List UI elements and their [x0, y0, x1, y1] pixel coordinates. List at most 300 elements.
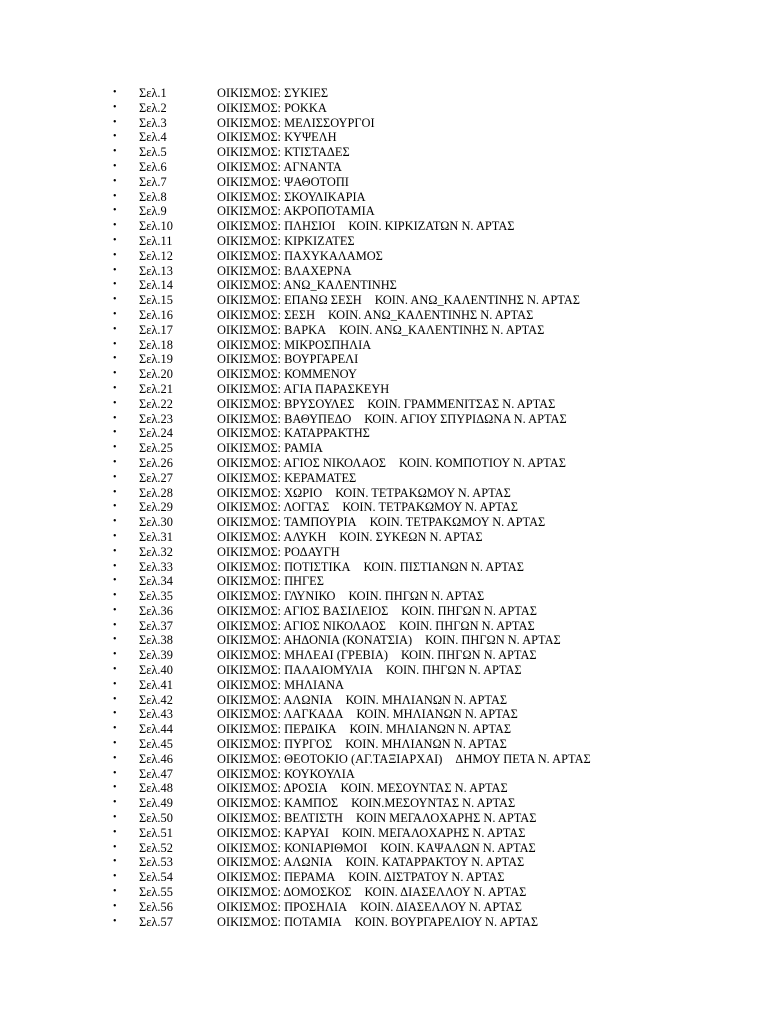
settlement-name: ΟΙΚΙΣΜΟΣ: ΣΚΟΥΛΙΚΑΡΙΑ: [217, 189, 366, 204]
list-item: [113, 412, 753, 427]
bullet-icon: •: [113, 308, 117, 320]
page-reference: Σελ.54: [139, 870, 173, 885]
list-item: [113, 160, 753, 175]
settlement-name: ΟΙΚΙΣΜΟΣ: ΑΛΩΝΙΑ: [217, 855, 333, 870]
list-item: [113, 515, 753, 530]
page-reference: Σελ.40: [139, 663, 173, 678]
bullet-icon: •: [113, 412, 117, 424]
page-reference: Σελ.46: [139, 751, 173, 766]
bullet-icon: •: [113, 486, 117, 498]
settlement-name: ΟΙΚΙΣΜΟΣ: ΚΑΤΑΡΡΑΚΤΗΣ: [217, 426, 370, 441]
list-item: [113, 663, 753, 678]
settlement-line: [217, 160, 342, 175]
list-item: [113, 441, 753, 456]
bullet-icon: •: [113, 693, 117, 705]
community-name: ΚΟΙΝ. ΚΙΡΚΙΖΑΤΩΝ Ν. ΑΡΤΑΣ: [348, 219, 515, 234]
list-item: [113, 900, 753, 915]
page-reference: Σελ.43: [139, 707, 173, 722]
settlement-line: [217, 841, 536, 856]
bullet-icon: •: [113, 249, 117, 261]
community-name: ΚΟΙΝ. ΔΙΣΤΡΑΤΟΥ Ν. ΑΡΤΑΣ: [348, 870, 505, 885]
settlement-line: [217, 86, 328, 101]
bullet-icon: •: [113, 294, 117, 306]
list-item: [113, 678, 753, 693]
settlement-name: ΟΙΚΙΣΜΟΣ: ΑΓΙΟΣ ΝΙΚΟΛΑΟΣ: [217, 455, 386, 470]
page-reference: Σελ.36: [139, 603, 173, 618]
settlement-line: [217, 219, 515, 234]
community-name: ΚΟΙΝ. ΜΗΛΙΑΝΩΝ Ν. ΑΡΤΑΣ: [345, 692, 508, 707]
list-item: [113, 707, 753, 722]
page-reference: Σελ.2: [139, 100, 167, 115]
settlement-name: ΟΙΚΙΣΜΟΣ: ΔΡΟΣΙΑ: [217, 781, 328, 796]
community-name: ΚΟΙΝ. ΤΕΤΡΑΚΩΜΟΥ Ν. ΑΡΤΑΣ: [342, 500, 519, 515]
settlement-name: ΟΙΚΙΣΜΟΣ: ΠΥΡΓΟΣ: [217, 737, 333, 752]
settlement-name: ΟΙΚΙΣΜΟΣ: ΑΓΙΟΣ ΒΑΣΙΛΕΙΟΣ: [217, 603, 389, 618]
settlement-line: [217, 560, 524, 575]
settlement-name: ΟΙΚΙΣΜΟΣ: ΚΟΜΜΕΝΟΥ: [217, 367, 357, 382]
page-reference: Σελ.19: [139, 352, 173, 367]
settlement-name: ΟΙΚΙΣΜΟΣ: ΧΩΡΙΟ: [217, 485, 323, 500]
list-item: [113, 811, 753, 826]
settlement-line: [217, 382, 389, 397]
page-reference: Σελ.55: [139, 885, 173, 900]
page-reference: Σελ.9: [139, 204, 167, 219]
bullet-icon: •: [113, 649, 117, 661]
page-reference: Σελ.18: [139, 337, 173, 352]
bullet-icon: •: [113, 560, 117, 572]
page-reference: Σελ.14: [139, 278, 173, 293]
settlement-line: [217, 604, 537, 619]
list-item: [113, 486, 753, 501]
page-reference: Σελ.48: [139, 781, 173, 796]
settlement-line: [217, 678, 344, 693]
settlement-line: [217, 175, 349, 190]
page-reference: Σελ.30: [139, 515, 173, 530]
bullet-icon: •: [113, 264, 117, 276]
bullet-icon: •: [113, 826, 117, 838]
page-reference: Σελ.57: [139, 914, 173, 929]
settlement-line: [217, 826, 525, 841]
page-reference: Σελ.35: [139, 589, 173, 604]
settlement-line: [217, 663, 522, 678]
community-name: ΔΗΜΟΥ ΠΕΤΑ Ν. ΑΡΤΑΣ: [455, 751, 591, 766]
settlement-line: [217, 811, 536, 826]
list-item: [113, 352, 753, 367]
settlement-line: [217, 796, 515, 811]
settlement-name: ΟΙΚΙΣΜΟΣ: ΒΑΡΚΑ: [217, 322, 327, 337]
list-item: [113, 397, 753, 412]
page-reference: Σελ.21: [139, 381, 173, 396]
settlement-name: ΟΙΚΙΣΜΟΣ: ΒΕΛΤΙΣΤΗ: [217, 811, 343, 826]
community-name: ΚΟΙΝ ΜΕΓΑΛΟΧΑΡΗΣ Ν. ΑΡΤΑΣ: [355, 811, 537, 826]
settlement-line: [217, 323, 544, 338]
page-reference: Σελ.51: [139, 825, 173, 840]
bullet-icon: •: [113, 856, 117, 868]
list-item: [113, 870, 753, 885]
page-reference: Σελ.15: [139, 293, 173, 308]
page-reference: Σελ.4: [139, 130, 167, 145]
settlement-line: [217, 338, 371, 353]
settlement-name: ΟΙΚΙΣΜΟΣ: ΡΟΔΑΥΓΗ: [217, 544, 340, 559]
settlement-line: [217, 619, 535, 634]
settlement-name: ΟΙΚΙΣΜΟΣ: ΠΡΟΣΗΛΙΑ: [217, 899, 348, 914]
community-name: ΚΟΙΝ. ΣΥΚΕΩΝ Ν. ΑΡΤΑΣ: [339, 529, 483, 544]
settlement-name: ΟΙΚΙΣΜΟΣ: ΒΛΑΧΕΡΝΑ: [217, 263, 352, 278]
community-name: ΚΟΙΝ. ΑΝΩ_ΚΑΛΕΝΤΙΝΗΣ Ν. ΑΡΤΑΣ: [374, 293, 581, 308]
list-item: [113, 648, 753, 663]
settlement-name: ΟΙΚΙΣΜΟΣ: ΕΠΑΝΩ ΣΕΣΗ: [217, 293, 362, 308]
settlement-line: [217, 101, 327, 116]
settlement-name: ΟΙΚΙΣΜΟΣ: ΑΓΝΑΝΤΑ: [217, 159, 342, 174]
bullet-icon: •: [113, 886, 117, 898]
list-item: [113, 500, 753, 515]
list-item: [113, 293, 753, 308]
list-item: [113, 915, 753, 930]
community-name: ΚΟΙΝ. ΠΗΓΩΝ Ν. ΑΡΤΑΣ: [425, 633, 561, 648]
page-reference: Σελ.31: [139, 529, 173, 544]
bullet-icon: •: [113, 545, 117, 557]
community-name: ΚΟΙΝ. ΒΟΥΡΓΑΡΕΛΙΟΥ Ν. ΑΡΤΑΣ: [354, 914, 539, 929]
settlement-line: [217, 737, 507, 752]
settlement-line: [217, 234, 355, 249]
page-reference: Σελ.39: [139, 648, 173, 663]
page-reference: Σελ.6: [139, 159, 167, 174]
settlement-name: ΟΙΚΙΣΜΟΣ: ΠΗΓΕΣ: [217, 574, 324, 589]
page-reference: Σελ.27: [139, 470, 173, 485]
bullet-icon: •: [113, 338, 117, 350]
settlement-line: [217, 648, 537, 663]
page-reference: Σελ.41: [139, 677, 173, 692]
community-name: ΚΟΙΝ. ΜΗΛΙΑΝΩΝ Ν. ΑΡΤΑΣ: [345, 737, 507, 752]
settlement-name: ΟΙΚΙΣΜΟΣ: ΡΑΜΙΑ: [217, 441, 323, 456]
settlement-line: [217, 767, 355, 782]
page-reference: Σελ.44: [139, 722, 173, 737]
bullet-icon: •: [113, 427, 117, 439]
settlement-name: ΟΙΚΙΣΜΟΣ: ΑΓΙΟΣ ΝΙΚΟΛΑΟΣ: [217, 618, 386, 633]
settlement-name: ΟΙΚΙΣΜΟΣ: ΠΛΗΣΙΟΙ: [217, 219, 336, 234]
settlement-name: ΟΙΚΙΣΜΟΣ: ΣΕΣΗ: [217, 307, 316, 322]
list-item: [113, 796, 753, 811]
settlement-line: [217, 574, 324, 589]
community-name: ΚΟΙΝ. ΤΕΤΡΑΚΩΜΟΥ Ν. ΑΡΤΑΣ: [369, 515, 546, 530]
bullet-icon: •: [113, 205, 117, 217]
list-item: [113, 308, 753, 323]
list-item: [113, 619, 753, 634]
list-item: [113, 101, 753, 116]
settlement-name: ΟΙΚΙΣΜΟΣ: ΚΑΡΥΑΙ: [217, 825, 329, 840]
list-item: [113, 456, 753, 471]
list-item: [113, 693, 753, 708]
settlement-name: ΟΙΚΙΣΜΟΣ: ΚΟΝΙΑΡΙΘΜΟΙ: [217, 840, 368, 855]
settlement-name: ΟΙΚΙΣΜΟΣ: ΣΥΚΙΕΣ: [217, 86, 329, 100]
list-item: [113, 885, 753, 900]
list-item: [113, 338, 753, 353]
page-reference: Σελ.37: [139, 618, 173, 633]
settlement-name: ΟΙΚΙΣΜΟΣ: ΔΟΜΟΣΚΟΣ: [217, 885, 352, 900]
bullet-icon: •: [113, 619, 117, 631]
settlement-line: [217, 249, 383, 264]
settlement-name: ΟΙΚΙΣΜΟΣ: ΡΟΚΚΑ: [217, 100, 327, 115]
page-reference: Σελ.12: [139, 248, 173, 263]
bullet-icon: •: [113, 604, 117, 616]
list-item: [113, 589, 753, 604]
settlement-line: [217, 293, 580, 308]
bullet-icon: •: [113, 767, 117, 779]
list-item: [113, 130, 753, 145]
list-item: [113, 278, 753, 293]
bullet-icon: •: [113, 442, 117, 454]
bullet-icon: •: [113, 708, 117, 720]
settlement-name: ΟΙΚΙΣΜΟΣ: ΠΟΤΙΣΤΙΚΑ: [217, 559, 351, 574]
settlement-name: ΟΙΚΙΣΜΟΣ: ΛΑΓΚΑΔΑ: [217, 707, 344, 722]
page-reference: Σελ.10: [139, 219, 173, 234]
settlement-line: [217, 545, 340, 560]
community-name: ΚΟΙΝ. ΜΗΛΙΑΝΩΝ Ν. ΑΡΤΑΣ: [349, 722, 512, 737]
settlement-name: ΟΙΚΙΣΜΟΣ: ΠΑΧΥΚΑΛΑΜΟΣ: [217, 248, 383, 263]
bullet-icon: •: [113, 812, 117, 824]
settlement-line: [217, 308, 533, 323]
settlement-name: ΟΙΚΙΣΜΟΣ: ΚΕΡΑΜΑΤΕΣ: [217, 470, 357, 485]
settlement-name: ΟΙΚΙΣΜΟΣ: ΨΑΘΟΤΟΠΙ: [217, 174, 349, 189]
page-reference: Σελ.8: [139, 189, 167, 204]
settlement-line: [217, 367, 357, 382]
bullet-icon: •: [113, 323, 117, 335]
list-item: [113, 190, 753, 205]
bullet-icon: •: [113, 900, 117, 912]
list-item: [113, 234, 753, 249]
bullet-icon: •: [113, 175, 117, 187]
bullet-icon: •: [113, 915, 117, 927]
page-reference: Σελ.47: [139, 766, 173, 781]
settlement-line: [217, 130, 337, 145]
bullet-icon: •: [113, 516, 117, 528]
settlement-name: ΟΙΚΙΣΜΟΣ: ΚΥΨΕΛΗ: [217, 130, 337, 145]
settlement-name: ΟΙΚΙΣΜΟΣ: ΠΕΡΔΙΚΑ: [217, 722, 337, 737]
community-name: ΚΟΙΝ. ΠΗΓΩΝ Ν. ΑΡΤΑΣ: [399, 618, 535, 633]
settlement-name: ΟΙΚΙΣΜΟΣ: ΛΟΓΓΑΣ: [217, 500, 330, 515]
list-item: [113, 471, 753, 486]
settlement-name: ΟΙΚΙΣΜΟΣ: ΑΚΡΟΠΟΤΑΜΙΑ: [217, 204, 375, 219]
list-item: [113, 633, 753, 648]
bullet-icon: •: [113, 116, 117, 128]
bullet-icon: •: [113, 382, 117, 394]
settlement-name: ΟΙΚΙΣΜΟΣ: ΓΛΥΝΙΚΟ: [217, 589, 336, 604]
settlement-line: [217, 781, 508, 796]
list-item: [113, 219, 753, 234]
community-name: ΚΟΙΝ. ΠΗΓΩΝ Ν. ΑΡΤΑΣ: [348, 589, 485, 604]
page-reference: Σελ.45: [139, 737, 173, 752]
list-item: [113, 264, 753, 279]
bullet-icon: •: [113, 87, 117, 98]
community-name: ΚΟΙΝ. ΑΝΩ_ΚΑΛΕΝΤΙΝΗΣ Ν. ΑΡΤΑΣ: [328, 307, 534, 322]
list-item: [113, 530, 753, 545]
list-item: [113, 826, 753, 841]
list-item: [113, 86, 753, 101]
community-name: ΚΟΙΝ. ΓΡΑΜΜΕΝΙΤΣΑΣ Ν. ΑΡΤΑΣ: [367, 396, 556, 411]
page-reference: Σελ.13: [139, 263, 173, 278]
settlement-name: ΟΙΚΙΣΜΟΣ: ΚΟΥΚΟΥΛΙΑ: [217, 766, 355, 781]
list-item: [113, 841, 753, 856]
list-item: [113, 116, 753, 131]
list-item: [113, 175, 753, 190]
settlement-index-list: [113, 86, 753, 929]
page-reference: Σελ.50: [139, 811, 173, 826]
settlement-name: ΟΙΚΙΣΜΟΣ: ΜΗΛΙΑΝΑ: [217, 677, 344, 692]
settlement-name: ΟΙΚΙΣΜΟΣ: ΘΕΟΤΟΚΙΟ (ΑΓ.ΤΑΞΙΑΡΧΑΙ): [217, 751, 443, 766]
bullet-icon: •: [113, 279, 117, 291]
page-reference: Σελ.23: [139, 411, 173, 426]
list-item: [113, 382, 753, 397]
page-reference: Σελ.7: [139, 174, 167, 189]
settlement-line: [217, 412, 567, 427]
settlement-name: ΟΙΚΙΣΜΟΣ: ΠΟΤΑΜΙΑ: [217, 914, 342, 929]
settlement-line: [217, 278, 397, 293]
list-item: [113, 574, 753, 589]
page-reference: Σελ.3: [139, 115, 167, 130]
community-name: ΚΟΙΝ. ΔΙΑΣΕΛΛΟΥ Ν. ΑΡΤΑΣ: [360, 899, 522, 914]
settlement-line: [217, 530, 483, 545]
page-reference: Σελ.17: [139, 322, 173, 337]
bullet-icon: •: [113, 738, 117, 750]
settlement-line: [217, 190, 366, 205]
page-reference: Σελ.11: [139, 233, 173, 248]
settlement-line: [217, 752, 591, 767]
list-item: [113, 323, 753, 338]
list-item: [113, 767, 753, 782]
settlement-name: ΟΙΚΙΣΜΟΣ: ΚΤΙΣΤΑΔΕΣ: [217, 145, 350, 160]
community-name: ΚΟΙΝ. ΚΑΨΑΛΩΝ Ν. ΑΡΤΑΣ: [380, 840, 536, 855]
community-name: ΚΟΙΝ. ΚΟΜΠΟΤΙΟΥ Ν. ΑΡΤΑΣ: [399, 455, 566, 470]
community-name: ΚΟΙΝ. ΜΕΓΑΛΟΧΑΡΗΣ Ν. ΑΡΤΑΣ: [341, 825, 526, 840]
page-reference: Σελ.1: [139, 86, 167, 100]
bullet-icon: •: [113, 871, 117, 883]
bullet-icon: •: [113, 160, 117, 172]
settlement-line: [217, 116, 375, 131]
list-item: [113, 145, 753, 160]
list-item: [113, 855, 753, 870]
bullet-icon: •: [113, 131, 117, 143]
community-name: ΚΟΙΝ. ΜΗΛΙΑΝΩΝ Ν. ΑΡΤΑΣ: [356, 707, 518, 722]
bullet-icon: •: [113, 752, 117, 764]
bullet-icon: •: [113, 368, 117, 380]
page-reference: Σελ.34: [139, 574, 173, 589]
bullet-icon: •: [113, 841, 117, 853]
page-reference: Σελ.56: [139, 899, 173, 914]
page-reference: Σελ.26: [139, 455, 173, 470]
community-name: ΚΟΙΝ. ΚΑΤΑΡΡΑΚΤΟΥ Ν. ΑΡΤΑΣ: [345, 855, 525, 870]
page-reference: Σελ.20: [139, 367, 173, 382]
settlement-line: [217, 693, 507, 708]
settlement-line: [217, 515, 545, 530]
settlement-name: ΟΙΚΙΣΜΟΣ: ΑΗΔΟΝΙΑ (ΚΟΝΑΤΣΙΑ): [217, 633, 413, 648]
settlement-line: [217, 145, 350, 160]
bullet-icon: •: [113, 678, 117, 690]
bullet-icon: •: [113, 501, 117, 513]
list-item: [113, 560, 753, 575]
settlement-name: ΟΙΚΙΣΜΟΣ: ΒΑΘΥΠΕΔΟ: [217, 411, 352, 426]
bullet-icon: •: [113, 220, 117, 232]
settlement-line: [217, 589, 484, 604]
bullet-icon: •: [113, 634, 117, 646]
page-reference: Σελ.22: [139, 396, 173, 411]
page-reference: Σελ.33: [139, 559, 173, 574]
community-name: ΚΟΙΝ. ΠΙΣΤΙΑΝΩΝ Ν. ΑΡΤΑΣ: [363, 559, 524, 574]
community-name: ΚΟΙΝ. ΠΗΓΩΝ Ν. ΑΡΤΑΣ: [401, 603, 537, 618]
bullet-icon: •: [113, 101, 117, 113]
page-reference: Σελ.28: [139, 485, 173, 500]
bullet-icon: •: [113, 397, 117, 409]
settlement-name: ΟΙΚΙΣΜΟΣ: ΜΕΛΙΣΣΟΥΡΓΟΙ: [217, 115, 375, 130]
settlement-name: ΟΙΚΙΣΜΟΣ: ΑΓΙΑ ΠΑΡΑΣΚΕΥΗ: [217, 381, 390, 396]
bullet-icon: •: [113, 353, 117, 365]
settlement-line: [217, 204, 375, 219]
settlement-name: ΟΙΚΙΣΜΟΣ: ΤΑΜΠΟΥΡΙΑ: [217, 515, 357, 530]
list-item: [113, 545, 753, 560]
settlement-line: [217, 722, 511, 737]
settlement-line: [217, 855, 524, 870]
page-reference: Σελ.42: [139, 692, 173, 707]
bullet-icon: •: [113, 146, 117, 158]
bullet-icon: •: [113, 456, 117, 468]
settlement-line: [217, 264, 352, 279]
community-name: ΚΟΙΝ. ΔΙΑΣΕΛΛΟΥ Ν. ΑΡΤΑΣ: [364, 885, 527, 900]
settlement-line: [217, 915, 538, 930]
bullet-icon: •: [113, 471, 117, 483]
page-reference: Σελ.16: [139, 307, 173, 322]
settlement-name: ΟΙΚΙΣΜΟΣ: ΑΛΥΚΗ: [217, 529, 327, 544]
bullet-icon: •: [113, 234, 117, 246]
page-reference: Σελ.24: [139, 426, 173, 441]
list-item: [113, 367, 753, 382]
page-reference: Σελ.53: [139, 855, 173, 870]
list-item: [113, 604, 753, 619]
settlement-name: ΟΙΚΙΣΜΟΣ: ΒΡΥΣΟΥΛΕΣ: [217, 396, 355, 411]
settlement-line: [217, 441, 323, 456]
settlement-line: [217, 486, 511, 501]
page-reference: Σελ.38: [139, 633, 173, 648]
community-name: ΚΟΙΝ. ΠΗΓΩΝ Ν. ΑΡΤΑΣ: [400, 648, 537, 663]
page-reference: Σελ.29: [139, 500, 173, 515]
community-name: ΚΟΙΝ. ΑΓΙΟΥ ΣΠΥΡΙΔΩΝΑ Ν. ΑΡΤΑΣ: [364, 411, 567, 426]
settlement-line: [217, 397, 555, 412]
settlement-line: [217, 900, 522, 915]
page-reference: Σελ.25: [139, 441, 173, 456]
list-item: [113, 752, 753, 767]
settlement-line: [217, 352, 358, 367]
bullet-icon: •: [113, 590, 117, 602]
bullet-icon: •: [113, 797, 117, 809]
bullet-icon: •: [113, 723, 117, 735]
list-item: [113, 204, 753, 219]
page-reference: Σελ.32: [139, 544, 173, 559]
bullet-icon: •: [113, 664, 117, 676]
bullet-icon: •: [113, 190, 117, 202]
settlement-name: ΟΙΚΙΣΜΟΣ: ΜΙΚΡΟΣΠΗΛΙΑ: [217, 337, 372, 352]
settlement-name: ΟΙΚΙΣΜΟΣ: ΚΙΡΚΙΖΑΤΕΣ: [217, 233, 355, 248]
settlement-line: [217, 500, 518, 515]
settlement-line: [217, 471, 356, 486]
settlement-name: ΟΙΚΙΣΜΟΣ: ΑΛΩΝΙΑ: [217, 692, 333, 707]
settlement-name: ΟΙΚΙΣΜΟΣ: ΒΟΥΡΓΑΡΕΛΙ: [217, 352, 359, 367]
list-item: [113, 722, 753, 737]
community-name: ΚΟΙΝ. ΑΝΩ_ΚΑΛΕΝΤΙΝΗΣ Ν. ΑΡΤΑΣ: [339, 322, 545, 337]
settlement-line: [217, 707, 518, 722]
community-name: ΚΟΙΝ. ΠΗΓΩΝ Ν. ΑΡΤΑΣ: [385, 663, 522, 678]
bullet-icon: •: [113, 575, 117, 587]
list-item: [113, 249, 753, 264]
community-name: ΚΟΙΝ.ΜΕΣΟΥΝΤΑΣ Ν. ΑΡΤΑΣ: [351, 796, 516, 811]
settlement-line: [217, 870, 504, 885]
